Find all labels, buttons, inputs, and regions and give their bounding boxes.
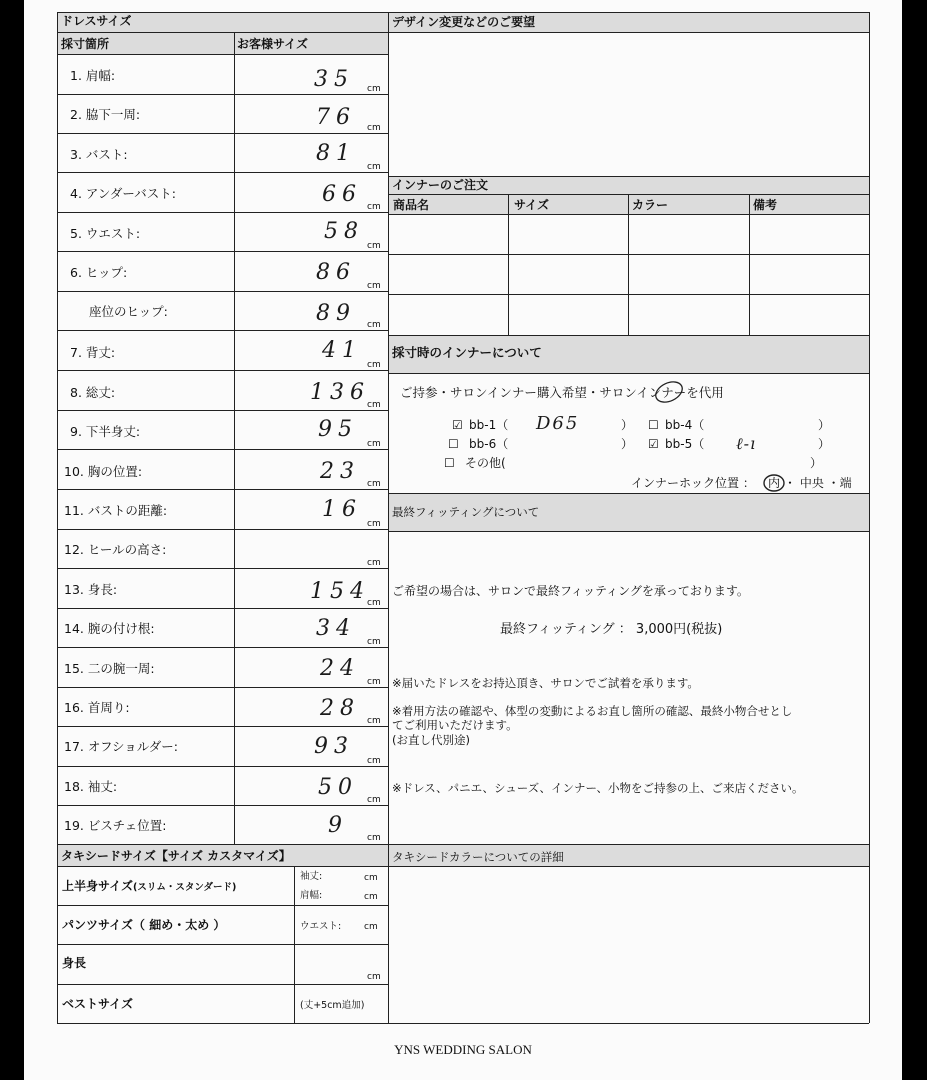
measure-value: 35: [314, 67, 354, 92]
inner-col-remarks: 備考: [753, 198, 778, 212]
unit-cm: cm: [367, 123, 381, 133]
unit-cm: cm: [367, 241, 381, 251]
dress-section-title: ドレスサイズ: [61, 14, 132, 28]
other-label: その他(: [465, 456, 506, 470]
circle-mark-icon: [652, 380, 686, 404]
fitting-note2a: ※着用方法の確認や、体型の変動によるお直し箇所の確認、最終小物合せとし: [392, 704, 793, 718]
unit-cm: cm: [364, 892, 378, 902]
fitting-title: 最終フィッティングについて: [392, 505, 540, 519]
measure-value: 86: [316, 260, 356, 285]
col-header-size: お客様サイズ: [237, 37, 309, 51]
measure-value: 24: [320, 656, 360, 681]
inner-col-product: 商品名: [393, 198, 430, 212]
measure-value: 89: [316, 301, 356, 326]
tuxedo-sleeve-label: 袖丈:: [300, 871, 323, 882]
measure-value: 66: [322, 182, 362, 207]
fitting-price: 最終フィッティング ： 3,000円(税抜): [500, 622, 723, 637]
bb1-value: D65: [536, 413, 580, 434]
close-paren: ）: [810, 456, 823, 470]
measure-value: 58: [324, 219, 364, 244]
design-section-title: デザイン変更などのご要望: [392, 15, 536, 29]
measure-value: 9: [328, 813, 348, 838]
unit-cm: cm: [367, 84, 381, 94]
unit-cm: cm: [367, 439, 381, 449]
bb5-value: ℓ-ı: [736, 434, 757, 453]
unit-cm: cm: [367, 320, 381, 330]
unit-cm: cm: [364, 873, 378, 883]
measure-label: 1. 肩幅:: [70, 68, 116, 83]
measure-label: 16. 首周り:: [64, 700, 130, 715]
measure-label: 座位のヒップ:: [89, 304, 168, 319]
measure-label: 12. ヒールの高さ:: [64, 542, 167, 557]
close-paren: ）: [818, 418, 831, 432]
tuxedo-height-label: 身長: [62, 956, 87, 970]
measure-value: 81: [316, 141, 356, 166]
other-checkbox[interactable]: ☐: [444, 456, 455, 470]
tuxedo-color-title: タキシードカラーについての詳細: [392, 850, 564, 864]
measure-label: 11. バストの距離:: [64, 503, 168, 518]
fitting-note1: ※届いたドレスをお持込頂き、サロンでご試着を承ります。: [392, 676, 699, 690]
inner-options-line: ご持参・サロンインナー購入希望・サロンインナーを代用: [400, 385, 724, 400]
tuxedo-upper-label: 上半身サイズ(スリム・スタンダード): [62, 879, 237, 893]
unit-cm: cm: [367, 479, 381, 489]
measure-value: 28: [320, 696, 360, 721]
unit-cm: cm: [367, 972, 381, 982]
measure-label: 9. 下半身丈:: [70, 424, 141, 439]
measure-label: 10. 胸の位置:: [64, 464, 143, 479]
close-paren: ）: [818, 437, 831, 451]
inner-col-size: サイズ: [514, 198, 550, 212]
bb6-label: bb-6（: [469, 437, 509, 451]
measure-value: 41: [322, 338, 362, 363]
hook-option-inner: 内: [768, 476, 781, 490]
measure-label: 6. ヒップ:: [70, 265, 128, 280]
tuxedo-shoulder-label: 肩幅:: [300, 890, 323, 901]
hook-option-rest: ・ 中央 ・端: [784, 476, 852, 490]
unit-cm: cm: [364, 922, 378, 932]
unit-cm: cm: [367, 795, 381, 805]
measure-label: 17. オフショルダー:: [64, 739, 178, 754]
unit-cm: cm: [367, 281, 381, 291]
measure-label: 13. 身長:: [64, 582, 118, 597]
inner-col-color: カラー: [632, 198, 669, 212]
footer-salon-name: YNS WEDDING SALON: [394, 1042, 532, 1057]
measure-label: 3. バスト:: [70, 147, 128, 162]
bb5-checkbox[interactable]: ☑: [648, 437, 659, 451]
measure-label: 14. 腕の付け根:: [64, 621, 155, 636]
fitting-note3: ※ドレス、パニエ、シューズ、インナー、小物をご持参の上、ご来店ください。: [392, 781, 804, 795]
measure-value: 23: [320, 459, 360, 484]
measure-value: 76: [316, 105, 356, 130]
tuxedo-waist-label: ウエスト:: [300, 921, 342, 932]
unit-cm: cm: [367, 637, 381, 647]
measure-label: 5. ウエスト:: [70, 226, 141, 241]
bb1-label: bb-1（: [469, 418, 509, 432]
fitting-note2c: (お直し代別途): [392, 733, 470, 747]
measure-value: 136: [310, 380, 370, 405]
measure-label: 19. ビスチェ位置:: [64, 818, 167, 833]
unit-cm: cm: [367, 756, 381, 766]
unit-cm: cm: [367, 400, 381, 410]
measure-value: 16: [322, 497, 362, 522]
bb6-checkbox[interactable]: ☐: [448, 437, 459, 451]
measure-value: 50: [318, 775, 358, 800]
bb1-checkbox[interactable]: ☑: [452, 418, 463, 432]
col-header-part: 採寸箇所: [61, 37, 110, 51]
unit-cm: cm: [367, 360, 381, 370]
fitting-note2b: てご利用いただけます。: [392, 718, 518, 732]
measure-label: 18. 袖丈:: [64, 779, 118, 794]
measure-label: 15. 二の腕一周:: [64, 661, 155, 676]
close-paren: ）: [621, 437, 634, 451]
inner-order-title: インナーのご注文: [392, 178, 489, 192]
measure-value: 93: [314, 734, 354, 759]
unit-cm: cm: [367, 833, 381, 843]
unit-cm: cm: [367, 598, 381, 608]
measure-value: 34: [316, 616, 356, 641]
measure-value: 154: [310, 579, 370, 604]
measure-label: 8. 総丈:: [70, 385, 116, 400]
measure-label: 2. 脇下一周:: [70, 107, 141, 122]
unit-cm: cm: [367, 677, 381, 687]
measure-value: 95: [318, 417, 358, 442]
close-paren: ）: [621, 418, 634, 432]
hook-position-label: インナーホック位置 ：: [631, 476, 755, 490]
tuxedo-vest-note: (丈+5cm追加): [300, 1000, 365, 1011]
bb5-label: bb-5（: [665, 437, 705, 451]
tuxedo-section-title: タキシードサイズ【サイズ カスタマイズ】: [61, 849, 291, 863]
measure-label: 7. 背丈:: [70, 345, 116, 360]
fitting-line1: ご希望の場合は、サロンで最終フィッティングを承っております。: [392, 584, 749, 598]
unit-cm: cm: [367, 716, 381, 726]
tuxedo-vest-label: ベストサイズ: [62, 997, 134, 1011]
order-form-page: [24, 0, 902, 1080]
measure-label: 4. アンダーバスト:: [70, 186, 176, 201]
bb4-checkbox[interactable]: ☐: [648, 418, 659, 432]
inner-measure-title: 採寸時のインナーについて: [392, 345, 542, 360]
tuxedo-pants-label: パンツサイズ（ 細め・太め ）: [62, 918, 226, 932]
unit-cm: cm: [367, 558, 381, 568]
bb4-label: bb-4（: [665, 418, 705, 432]
unit-cm: cm: [367, 519, 381, 529]
unit-cm: cm: [367, 202, 381, 212]
unit-cm: cm: [367, 162, 381, 172]
